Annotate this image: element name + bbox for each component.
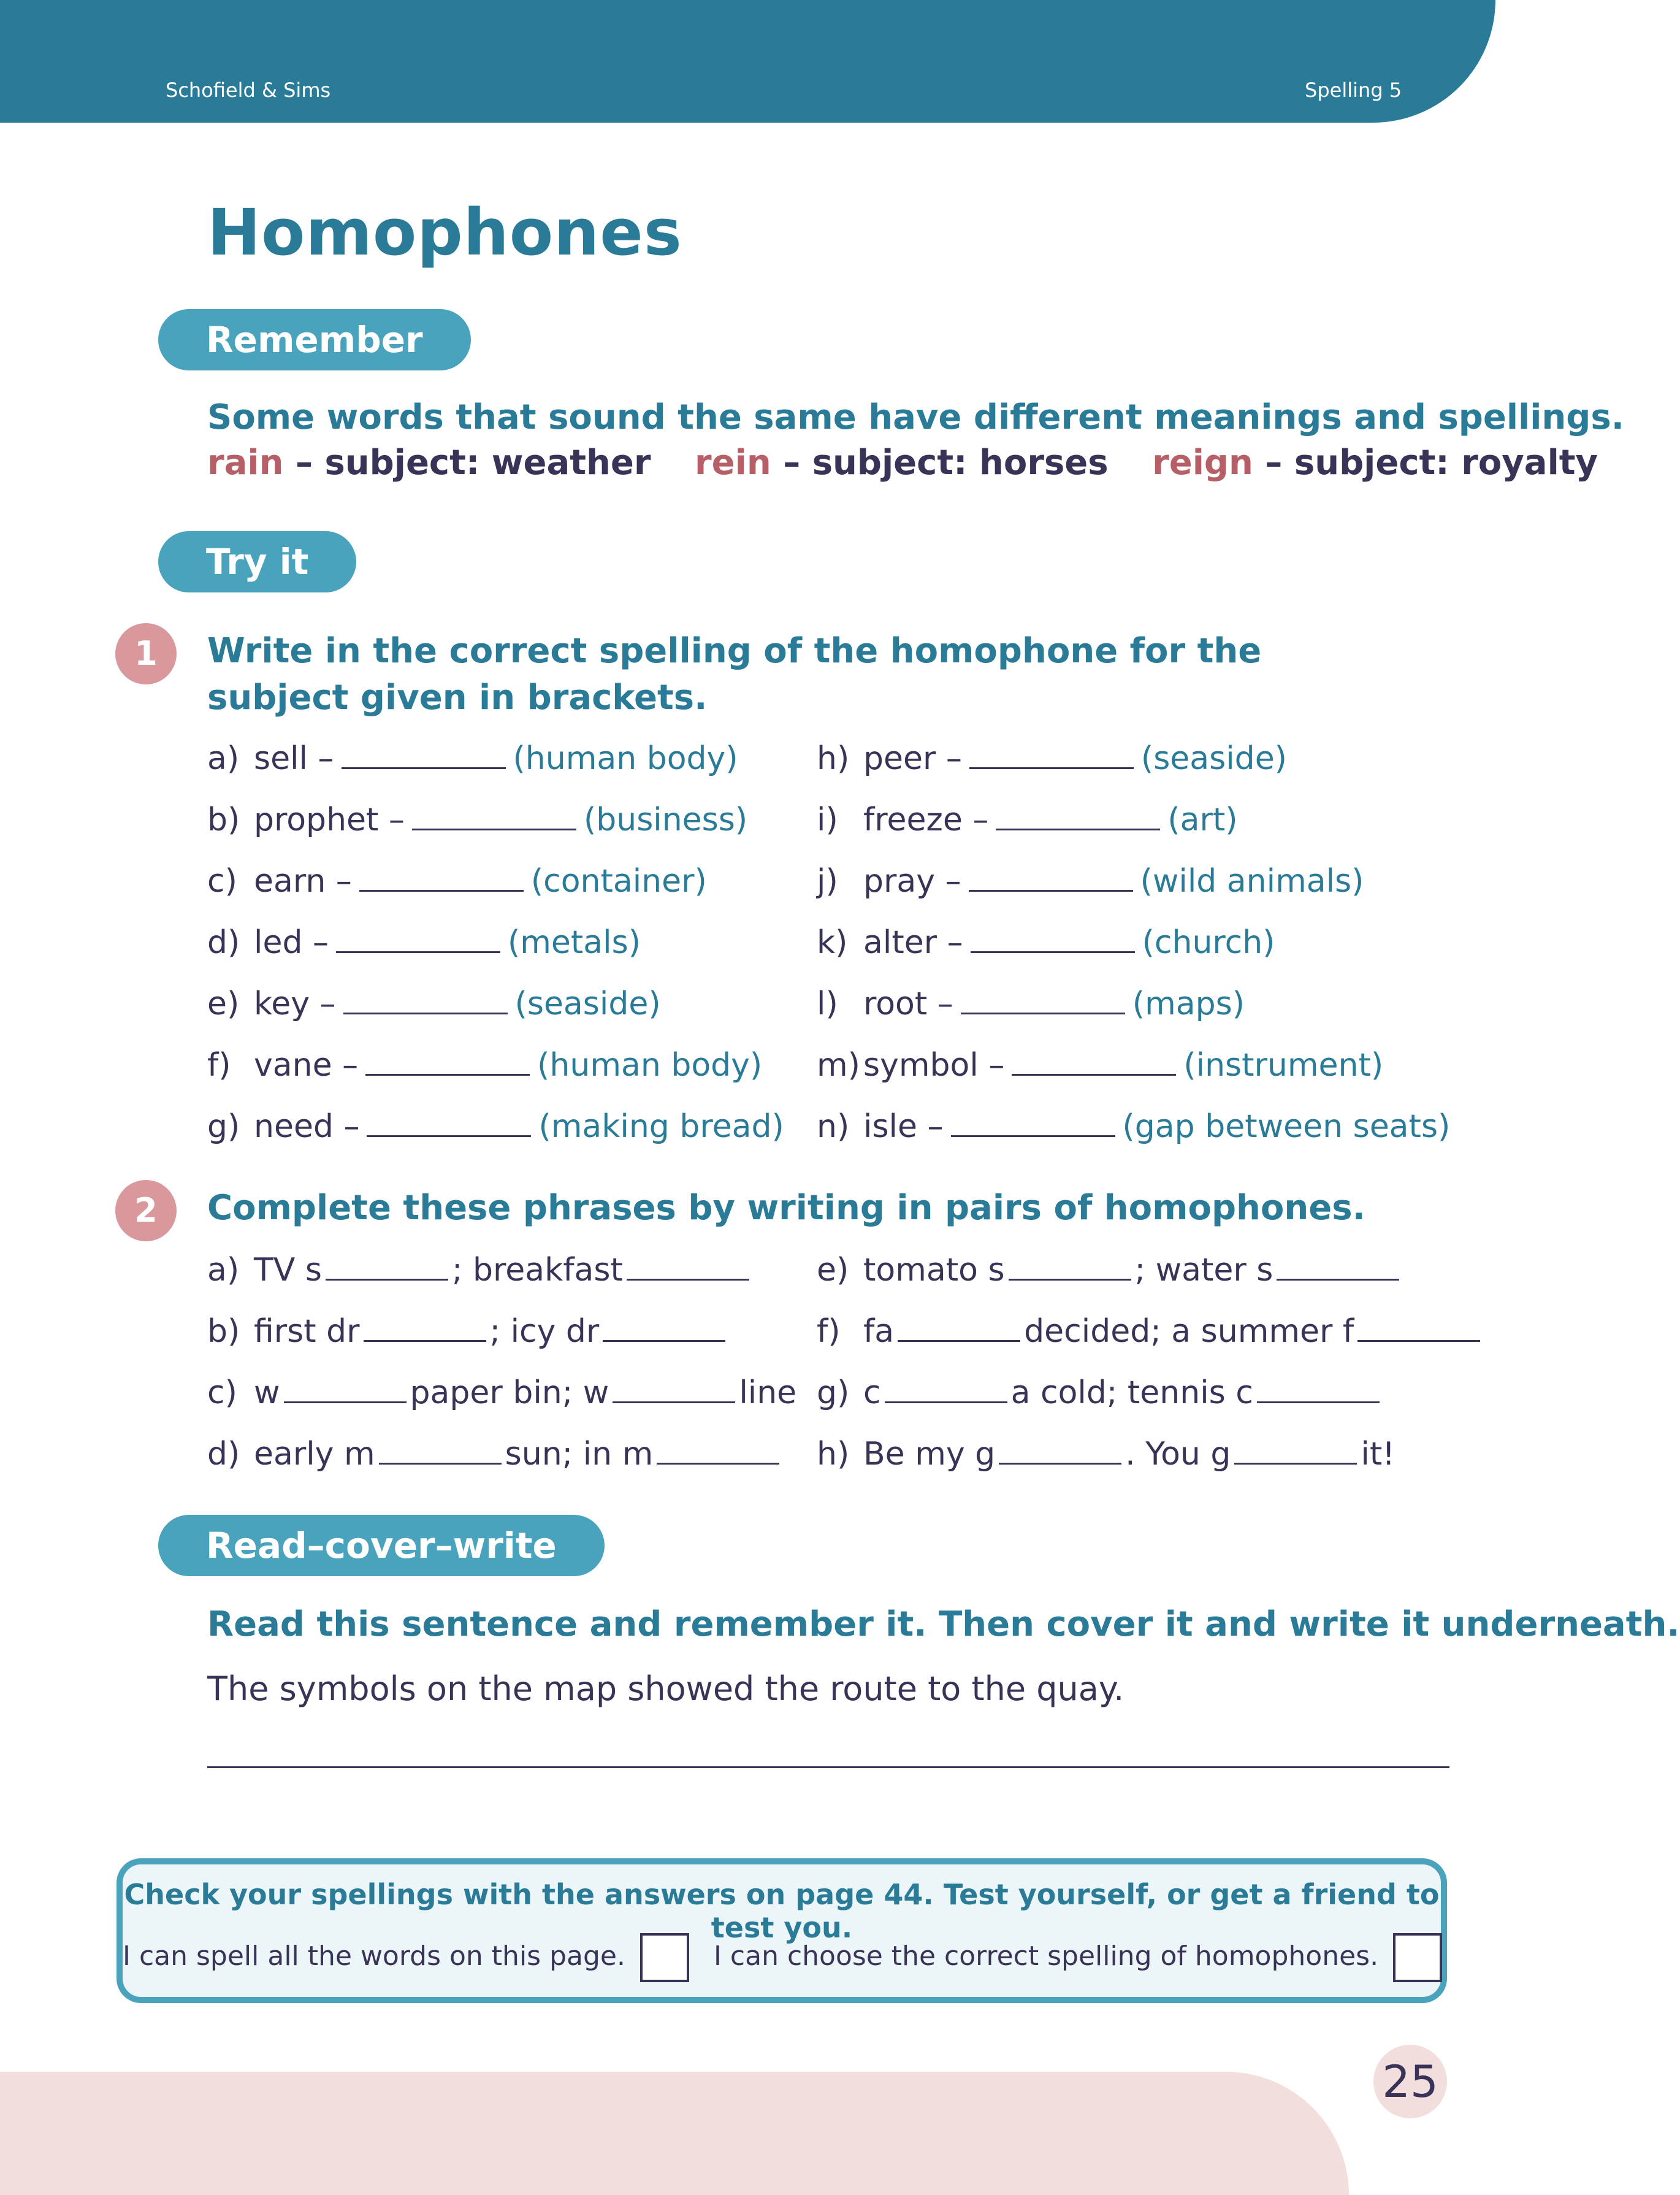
answer-blank[interactable]: [951, 1107, 1115, 1137]
phrase-part: tomato s: [863, 1252, 1005, 1289]
item-label: a): [207, 740, 240, 777]
example-desc: – subject: royalty: [1265, 443, 1598, 483]
item-subject: (gap between seats): [1122, 1108, 1451, 1145]
item-subject: (wild animals): [1140, 863, 1364, 900]
q1-right-column: [817, 737, 1450, 1148]
item-word: symbol –: [863, 1047, 1005, 1084]
item-word: pray –: [863, 863, 961, 900]
item-subject: (instrument): [1183, 1047, 1384, 1084]
phrase-part: c: [863, 1374, 881, 1411]
phrase-part: fa: [863, 1313, 895, 1350]
item-label: m): [817, 1047, 860, 1084]
item-label: c): [207, 863, 237, 900]
phrase-part: paper bin; w: [410, 1374, 609, 1411]
item-label: i): [817, 802, 838, 838]
self-check-label-1: I can spell all the words on this page.: [123, 1940, 625, 1972]
self-check-label-2: I can choose the correct spelling of homophones.: [713, 1940, 1379, 1972]
phrase-part: decided; a summer f: [1024, 1313, 1354, 1350]
item-label: c): [207, 1374, 237, 1411]
item-label: h): [817, 740, 850, 777]
q1-item: [817, 921, 1450, 964]
answer-blank[interactable]: [898, 1312, 1020, 1342]
answer-blank[interactable]: [996, 800, 1160, 830]
q1-item: [817, 983, 1450, 1025]
answer-line[interactable]: [207, 1766, 1449, 1768]
answer-blank[interactable]: [969, 862, 1133, 892]
answer-blank[interactable]: [343, 984, 508, 1014]
example-word: reign: [1152, 443, 1253, 483]
answer-blank[interactable]: [1012, 1046, 1176, 1076]
q2-item: [207, 1433, 796, 1476]
question-1-instruction: Write in the correct spelling of the homophone for the subject given in brackets.: [207, 631, 1262, 718]
item-label: j): [817, 863, 838, 900]
item-word: need –: [254, 1108, 360, 1145]
item-label: e): [207, 986, 240, 1022]
item-subject: (metals): [507, 924, 641, 961]
q1-item: [207, 737, 784, 780]
q1-item: [817, 860, 1450, 903]
try-it-heading: Try it: [158, 531, 356, 592]
answer-blank[interactable]: [359, 862, 524, 892]
item-subject: (business): [583, 802, 748, 838]
item-subject: (container): [530, 863, 707, 900]
item-word: root –: [863, 986, 953, 1022]
phrase-part: it!: [1361, 1436, 1396, 1473]
answer-blank[interactable]: [1009, 1251, 1131, 1281]
answer-blank[interactable]: [379, 1435, 502, 1465]
item-subject: (making bread): [538, 1108, 784, 1145]
q2-item: [207, 1310, 796, 1353]
q1-item: [817, 737, 1450, 780]
remember-heading: Remember: [158, 309, 471, 370]
q1-item: [207, 1105, 784, 1148]
item-word: isle –: [863, 1108, 944, 1145]
answer-blank[interactable]: [336, 923, 500, 953]
item-word: earn –: [254, 863, 352, 900]
answer-blank[interactable]: [342, 739, 506, 769]
phrase-part: TV s: [254, 1252, 322, 1289]
remember-examples: [207, 443, 1598, 483]
answer-blank[interactable]: [412, 800, 576, 830]
q2-item: [817, 1249, 1484, 1292]
item-subject: (church): [1142, 924, 1275, 961]
item-word: peer –: [863, 740, 962, 777]
phrase-part: . You g: [1125, 1436, 1231, 1473]
phrase-part: sun; in m: [505, 1436, 654, 1473]
series-name: Spelling 5: [1305, 79, 1402, 102]
q2-left-column: [207, 1249, 796, 1476]
q2-item: [817, 1433, 1484, 1476]
answer-blank[interactable]: [627, 1251, 749, 1281]
q1-item: [207, 860, 784, 903]
phrase-part: ; water s: [1134, 1252, 1273, 1289]
example-word: rein: [695, 443, 771, 483]
item-subject: (seaside): [514, 986, 661, 1022]
example-desc: – subject: weather: [295, 443, 651, 483]
item-word: prophet –: [254, 802, 405, 838]
q1-item: [207, 799, 784, 841]
answer-blank[interactable]: [1357, 1312, 1480, 1342]
item-label: a): [207, 1252, 240, 1289]
publisher-name: Schofield & Sims: [166, 79, 331, 102]
phrase-part: line: [739, 1374, 797, 1411]
answer-blank[interactable]: [1277, 1251, 1399, 1281]
answer-blank[interactable]: [961, 984, 1125, 1014]
item-label: g): [817, 1374, 850, 1411]
item-word: sell –: [254, 740, 334, 777]
q1-left-column: [207, 737, 784, 1148]
phrase-part: w: [254, 1374, 280, 1411]
check-title: Check your spellings with the answers on page 44. Test yourself, or get a friend to test you.: [124, 1878, 1440, 1944]
item-word: key –: [254, 986, 336, 1022]
answer-blank[interactable]: [284, 1373, 407, 1403]
self-check-box-1[interactable]: [640, 1933, 689, 1982]
q1-item: [817, 1105, 1450, 1148]
phrase-part: a cold; tennis c: [1010, 1374, 1253, 1411]
item-label: b): [207, 802, 240, 838]
answer-blank[interactable]: [364, 1312, 486, 1342]
answer-blank[interactable]: [657, 1435, 779, 1465]
item-label: d): [207, 924, 240, 961]
q1-item: [207, 921, 784, 964]
header-band: [0, 0, 1495, 123]
item-word: alter –: [863, 924, 963, 961]
answer-blank[interactable]: [885, 1373, 1007, 1403]
read-cover-write-heading: Read–cover–write: [158, 1515, 605, 1576]
answer-blank[interactable]: [969, 739, 1134, 769]
answer-blank[interactable]: [971, 923, 1135, 953]
q1-item: [207, 1044, 784, 1087]
answer-blank[interactable]: [613, 1373, 735, 1403]
item-label: k): [817, 924, 848, 961]
page-title: Homophones: [207, 195, 682, 270]
remember-text: Some words that sound the same have different meanings and spellings.: [207, 397, 1624, 437]
item-label: e): [817, 1252, 849, 1289]
item-subject: (art): [1167, 802, 1238, 838]
answer-blank[interactable]: [603, 1312, 725, 1342]
q1-item: [817, 1044, 1450, 1087]
check-panel: [116, 1858, 1447, 2003]
item-word: led –: [254, 924, 329, 961]
check-row: [123, 1933, 1441, 1982]
read-cover-write-sentence: The symbols on the map showed the route to the quay.: [207, 1669, 1124, 1708]
q2-right-column: [817, 1249, 1484, 1476]
self-check-box-2[interactable]: [1393, 1933, 1442, 1982]
q2-item: [817, 1310, 1484, 1353]
phrase-part: ; breakfast: [451, 1252, 623, 1289]
example-desc: – subject: horses: [783, 443, 1109, 483]
item-label: h): [817, 1436, 850, 1473]
item-subject: (seaside): [1140, 740, 1287, 777]
question-2-instruction: Complete these phrases by writing in pairs of homophones.: [207, 1188, 1365, 1228]
answer-blank[interactable]: [999, 1435, 1121, 1465]
item-label: b): [207, 1313, 240, 1350]
q1-item: [207, 983, 784, 1025]
phrase-part: ; icy dr: [489, 1313, 600, 1350]
answer-blank[interactable]: [1234, 1435, 1357, 1465]
q1-item: [817, 799, 1450, 841]
answer-blank[interactable]: [365, 1046, 530, 1076]
q2-item: [207, 1249, 796, 1292]
q2-item: [817, 1371, 1484, 1414]
item-label: n): [817, 1108, 850, 1145]
question-number-1: 1: [115, 623, 177, 684]
item-label: g): [207, 1108, 240, 1145]
item-subject: (maps): [1132, 986, 1245, 1022]
item-word: freeze –: [863, 802, 989, 838]
question-number-2: 2: [115, 1180, 177, 1241]
answer-blank[interactable]: [367, 1107, 531, 1137]
phrase-part: early m: [254, 1436, 375, 1473]
item-subject: (human body): [537, 1047, 763, 1084]
item-label: f): [207, 1047, 231, 1084]
item-label: d): [207, 1436, 240, 1473]
item-label: f): [817, 1313, 841, 1350]
item-label: l): [817, 986, 838, 1022]
read-cover-write-instruction: Read this sentence and remember it. Then cover it and write it underneath.: [207, 1604, 1680, 1644]
example-word: rain: [207, 443, 284, 483]
page-number: 25: [1373, 2045, 1447, 2118]
answer-blank[interactable]: [326, 1251, 448, 1281]
answer-blank[interactable]: [1257, 1373, 1380, 1403]
item-word: vane –: [254, 1047, 359, 1084]
item-subject: (human body): [513, 740, 738, 777]
phrase-part: first dr: [254, 1313, 360, 1350]
footer-band: [0, 2072, 1349, 2195]
q2-item: [207, 1371, 796, 1414]
phrase-part: Be my g: [863, 1436, 996, 1473]
